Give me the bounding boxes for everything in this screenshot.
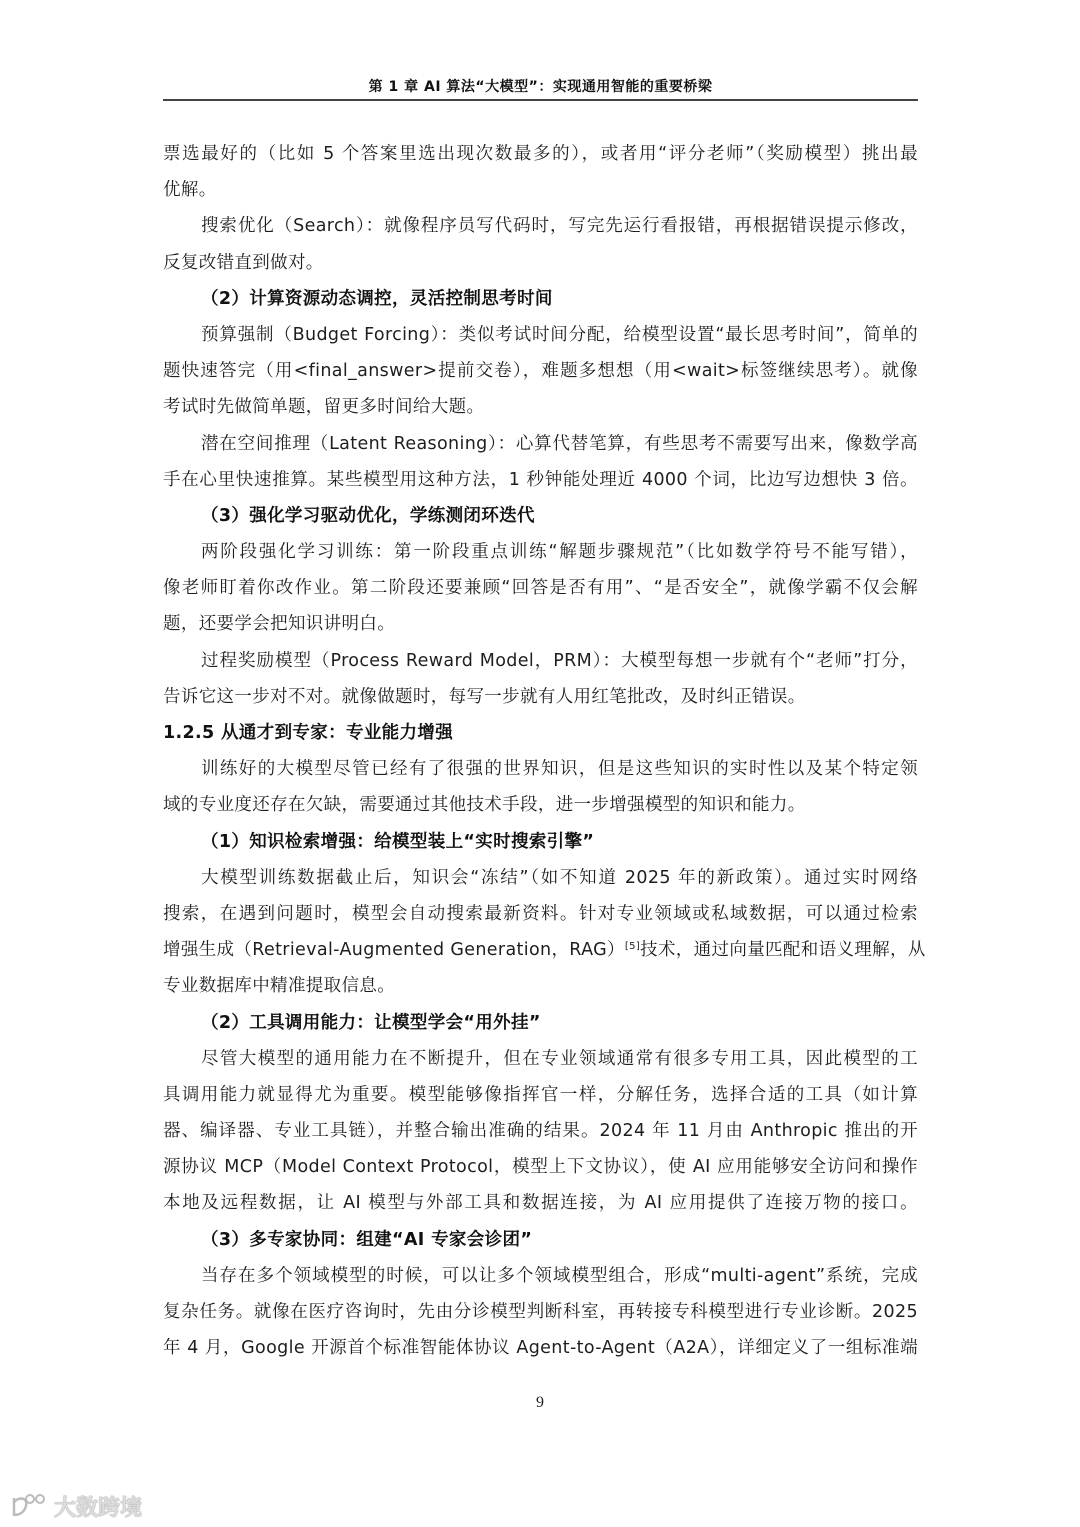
- text-line: 源协议 MCP（Model Context Protocol，模型上下文协议），使 AI 应用能够安全访问和操作: [163, 1157, 918, 1178]
- text-line: 复杂任务。就像在医疗咨询时，先由分诊模型判断科室，再转接专科模型进行专业诊断。2025: [163, 1302, 918, 1322]
- subsection-heading: （2）计算资源动态调控，灵活控制思考时间: [201, 288, 553, 309]
- header-divider: [163, 99, 918, 101]
- text-fragment: 增强生成（Retrieval-Augmented Generation，RAG）: [163, 940, 625, 961]
- text-line: 具调用能力就显得尤为重要。模型能够像指挥官一样，分解任务，选择合适的工具（如计算: [163, 1084, 918, 1105]
- text-line: 器、编译器、专业工具链），并整合输出准确的结果。2024 年 11 月由 Anthropic 推出的开: [163, 1121, 918, 1142]
- page-body: [163, 136, 926, 1366]
- paragraph-first-line: 潜在空间推理（Latent Reasoning）：心算代替笔算，有些思考不需要写出来，像数学高: [201, 433, 918, 454]
- paragraph-first-line: 训练好的大模型尽管已经有了很强的世界知识，但是这些知识的实时性以及某个特定领: [201, 759, 918, 780]
- paragraph-first-line: 尽管大模型的通用能力在不断提升，但在专业领域通常有很多专用工具，因此模型的工: [201, 1048, 918, 1069]
- watermark-text: 大数跨境: [54, 1495, 143, 1521]
- text-line: 告诉它这一步对不对。就像做题时，每写一步就有人用红笔批改，及时纠正错误。: [163, 686, 806, 707]
- text-line: 反复改错直到做对。: [163, 252, 324, 273]
- text-line: 优解。: [163, 180, 217, 201]
- paragraph-first-line: 预算强制（Budget Forcing）：类似考试时间分配，给模型设置“最长思考时间”，简单的: [201, 324, 918, 345]
- text-line: 像老师盯着你改作业。第二阶段还要兼顾“回答是否有用”、“是否安全”，就像学霸不仅会解: [163, 578, 918, 599]
- text-line: [163, 932, 926, 968]
- paragraph-first-line: 过程奖励模型（Process Reward Model，PRM）：大模型每想一步就有个“老师”打分，: [201, 650, 918, 671]
- watermark: [10, 1490, 142, 1522]
- subsection-heading: （2）工具调用能力：让模型学会“用外挂”: [201, 1012, 541, 1033]
- text-line: 年 4 月，Google 开源首个标准智能体协议 Agent-to-Agent（A2A），详细定义了一组标准端: [163, 1338, 918, 1359]
- text-line: 域的专业度还存在欠缺，需要通过其他技术手段，进一步增强模型的知识和能力。: [163, 795, 806, 816]
- text-line: 考试时先做简单题，留更多时间给大题。: [163, 397, 485, 418]
- subsection-heading: （3）多专家协同：组建“AI 专家会诊团”: [201, 1229, 533, 1250]
- watermark-logo-icon: [10, 1492, 48, 1520]
- paragraph-first-line: 当存在多个领域模型的时候，可以让多个领域模型组合，形成“multi-agent”系统，完成: [201, 1265, 918, 1286]
- subsection-heading: （1）知识检索增强：给模型装上“实时搜索引擎”: [201, 831, 595, 852]
- text-line: 题快速答完（用<final_answer>提前交卷），难题多想想（用<wait>标签继续思考）。就像: [163, 361, 918, 382]
- citation-reference[interactable]: [5]: [624, 941, 641, 953]
- text-line: 票选最好的（比如 5 个答案里选出现次数最多的），或者用“评分老师”（奖励模型）挑出最: [163, 144, 918, 164]
- paragraph-first-line: 两阶段强化学习训练：第一阶段重点训练“解题步骤规范”（比如数学符号不能写错），: [201, 542, 918, 563]
- section-heading: 1.2.5 从通才到专家：专业能力增强: [163, 723, 454, 743]
- paragraph-first-line: 大模型训练数据截止后，知识会“冻结”（如不知道 2025 年的新政策）。通过实时网络: [201, 867, 918, 888]
- text-line: 手在心里快速推算。某些模型用这种方法，1 秒钟能处理近 4000 个词，比边写边想快 3 倍。: [163, 469, 918, 490]
- page-number: 9: [536, 1394, 544, 1411]
- text-line: 题，还要学会把知识讲明白。: [163, 614, 396, 635]
- text-fragment: 技术，通过向量匹配和语义理解，从: [640, 940, 926, 961]
- running-header: 第 1 章 AI 算法“大模型”：实现通用智能的重要桥梁: [368, 79, 713, 95]
- text-line: 搜索，在遇到问题时，模型会自动搜索最新资料。针对专业领域或私域数据，可以通过检索: [163, 903, 918, 924]
- text-line: 本地及远程数据，让 AI 模型与外部工具和数据连接，为 AI 应用提供了连接万物的接口。: [163, 1193, 918, 1214]
- subsection-heading: （3）强化学习驱动优化，学练测闭环迭代: [201, 505, 535, 526]
- text-line: 专业数据库中精准提取信息。: [163, 976, 396, 997]
- paragraph-first-line: 搜索优化（Search）：就像程序员写代码时，写完先运行看报错，再根据错误提示修改，: [201, 216, 918, 237]
